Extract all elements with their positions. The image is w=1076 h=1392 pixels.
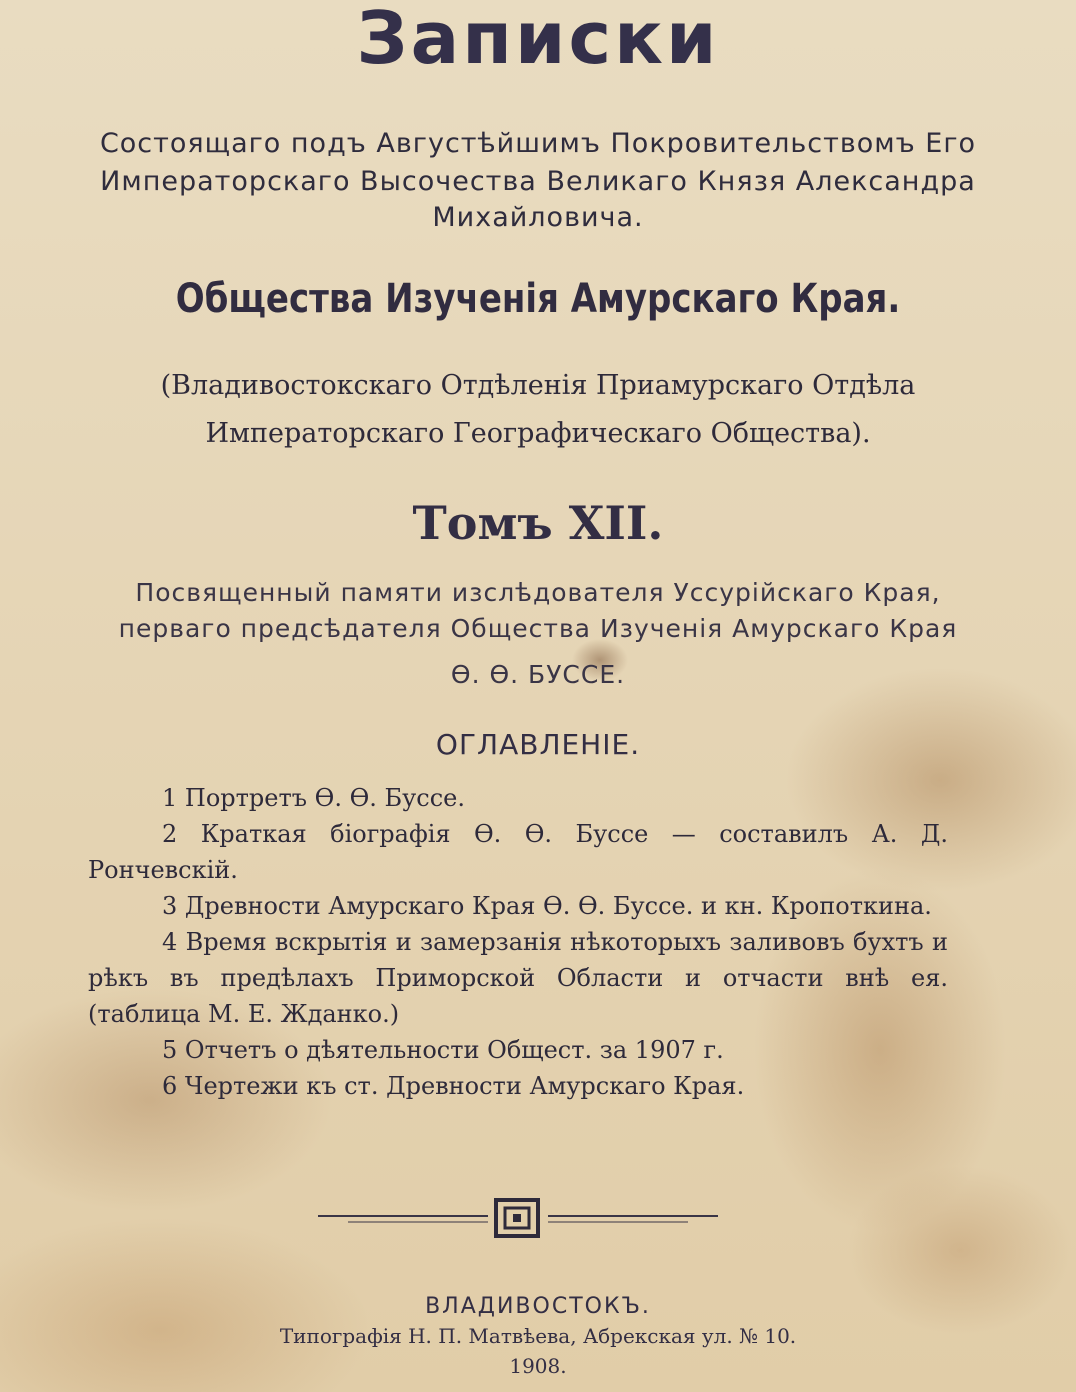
subtitle-line-2: Императорскаго Высочества Великаго Князя Александра [100,166,976,197]
toc-item: 5 Отчетъ о дѣятельности Общест. за 1907 г. [162,1036,724,1064]
toc-item: 2 Краткая біографія Ѳ. Ѳ. Буссе — составилъ А. Д. Рончевскій. [88,820,948,884]
toc-item: 4 Время вскрытія и замерзанія нѣкоторыхъ заливовъ бухтъ и рѣкъ въ предѣлахъ Приморской Области и отчасти внѣ ея. (таблица М. Е. Жданко.) [88,928,948,1028]
table-of-contents [88,780,948,1104]
ornament-divider [318,1196,718,1240]
dedication-line-1: Посвященный памяти изслѣдователя Уссурійскаго Края, [135,578,941,607]
dedication-line-3: Ѳ. Ѳ. БУССЕ. [450,660,626,689]
publication-year: 1908. [509,1354,567,1378]
toc-item: 6 Чертежи къ ст. Древности Амурскаго Края. [162,1072,745,1100]
toc-item: 1 Портретъ Ѳ. Ѳ. Буссе. [162,784,465,812]
subtitle-line-1: Состоящаго подъ Августѣйшимъ Покровительствомъ Его [99,128,977,159]
publication-city: ВЛАДИВОСТОКЪ. [425,1294,651,1319]
society-name: Общества Изученія Амурскаго Края. [175,276,901,322]
contents-heading: ОГЛАВЛЕНІЕ. [435,728,641,761]
branch-line-1: (Владивостокскаго Отдѣленія Приамурскаго Отдѣла [160,370,916,401]
toc-item: 3 Древности Амурскаго Края Ѳ. Ѳ. Буссе. и кн. Кропоткина. [162,892,932,920]
branch-line-2: Императорскаго Географическаго Общества). [205,418,871,449]
printer-line: Типографія Н. П. Матвѣева, Абрекская ул. № 10. [279,1324,797,1348]
dedication-line-2: перваго предсѣдателя Общества Изученія Амурскаго Края [118,614,958,643]
subtitle-line-3: Михайловича. [432,202,644,233]
page-title: Записки [356,0,720,80]
volume-number: Томъ XII. [412,496,664,550]
